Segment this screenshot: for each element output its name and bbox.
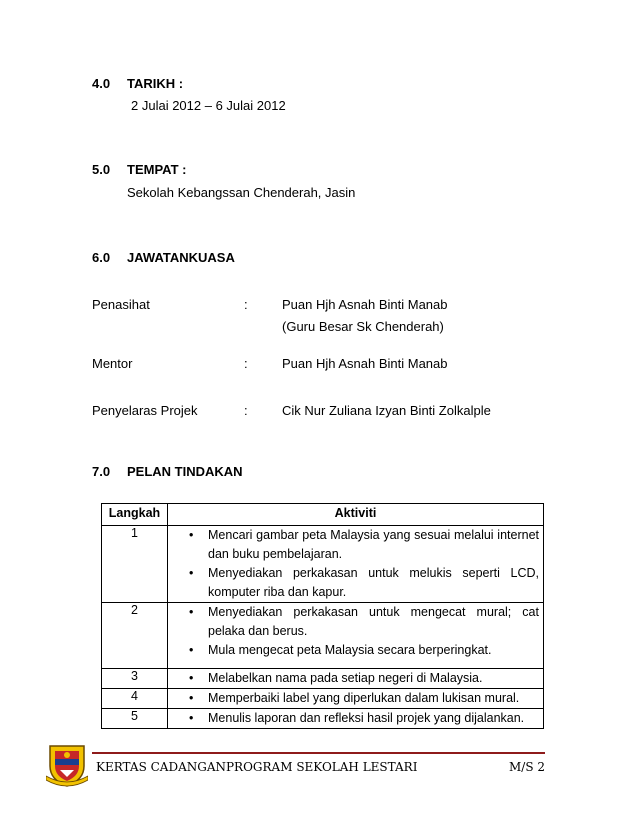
activity-item: • Mula mengecat peta Malaysia secara berperingkat.: [208, 641, 539, 660]
table-row: [102, 689, 544, 709]
header-aktiviti: Aktiviti: [168, 504, 544, 526]
section-7-title: PELAN TINDAKAN: [127, 464, 243, 479]
committee-name: Cik Nur Zuliana Izyan Binti Zolkalple: [282, 403, 491, 418]
section-4-number: 4.0: [92, 76, 111, 91]
school-crest-icon: [46, 742, 88, 788]
activity-item: • Menyediakan perkakasan untuk melukis seperti LCD, komputer riba dan kapur.: [208, 564, 539, 602]
committee-separator: :: [244, 356, 248, 371]
section-6-title: JAWATANKUASA: [127, 250, 235, 265]
activity-item: • Menyediakan perkakasan untuk mengecat mural; cat pelaka dan berus.: [208, 603, 539, 641]
section-5-title: TEMPAT :: [127, 162, 187, 177]
committee-role: Penyelaras Projek: [92, 403, 198, 418]
section-6-number: 6.0: [92, 250, 111, 265]
footer-title: KERTAS CADANGANPROGRAM SEKOLAH LESTARI: [96, 760, 418, 774]
section-7-number: 7.0: [92, 464, 111, 479]
step-number: 2: [102, 603, 168, 669]
activity-item: • Melabelkan nama pada setiap negeri di Malaysia.: [208, 669, 539, 688]
section-4-date: 2 Julai 2012 – 6 Julai 2012: [131, 98, 286, 113]
action-plan-table: [101, 503, 544, 729]
table-row: [102, 603, 544, 669]
committee-role: Mentor: [92, 356, 133, 371]
table-header-row: [102, 504, 544, 526]
section-5-number: 5.0: [92, 162, 111, 177]
header-langkah: Langkah: [102, 504, 168, 526]
activity-item: • Mencari gambar peta Malaysia yang sesuai melalui internet dan buku pembelajaran.: [208, 526, 539, 564]
committee-separator: :: [244, 403, 248, 418]
table-row: [102, 669, 544, 689]
step-number: 5: [102, 709, 168, 729]
table-row: [102, 526, 544, 603]
activity-item: • Memperbaiki label yang diperlukan dalam lukisan mural.: [208, 689, 539, 708]
footer-rule: [92, 752, 545, 754]
committee-name: Puan Hjh Asnah Binti Manab: [282, 297, 448, 312]
activity-item: • Menulis laporan dan refleksi hasil projek yang dijalankan.: [208, 709, 539, 728]
committee-note: (Guru Besar Sk Chenderah): [282, 319, 444, 334]
page-number: M/S 2: [509, 760, 545, 774]
committee-name: Puan Hjh Asnah Binti Manab: [282, 356, 448, 371]
section-5-place: Sekolah Kebangssan Chenderah, Jasin: [127, 185, 356, 200]
section-4-title: TARIKH :: [127, 76, 184, 91]
step-number: 3: [102, 669, 168, 689]
committee-separator: :: [244, 297, 248, 312]
committee-role: Penasihat: [92, 297, 150, 312]
table-row: [102, 709, 544, 729]
step-number: 1: [102, 526, 168, 603]
step-number: 4: [102, 689, 168, 709]
footer: [96, 760, 545, 774]
